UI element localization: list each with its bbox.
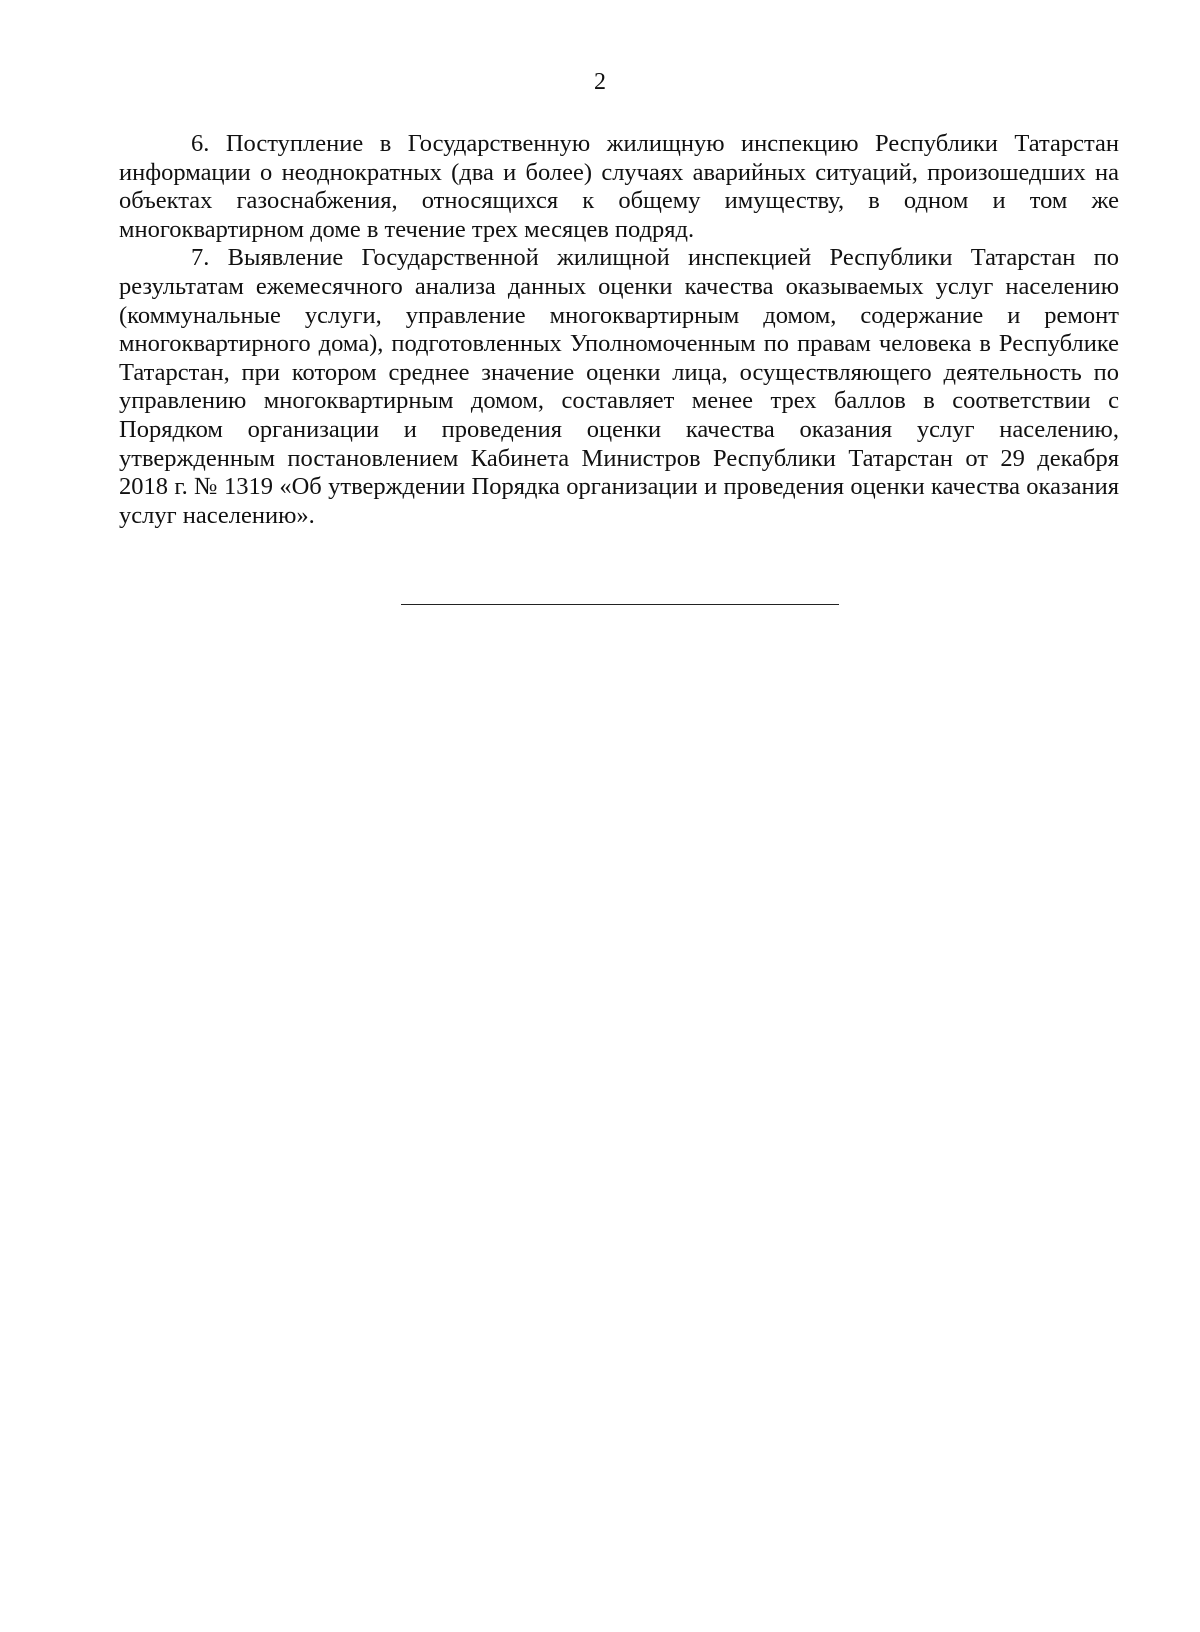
document-body	[119, 130, 1119, 530]
paragraph-7: 7. Выявление Государственной жилищной инспекцией Республики Татарстан по результатам ежемесячного анализа данных оценки качества оказываемых услуг населению (коммунальные услуги, управление многоквартирным домом, содержание и ремонт многоквартирного дома), подготовленных Уполномоченным по правам человека в Республике Татарстан, при котором среднее значение оценки лица, осуществляющего деятельность по управлению многоквартирным домом, составляет менее трех баллов в соответствии с Порядком организации и проведения оценки качества оказания услуг населению, утвержденным постановлением Кабинета Министров Республики Татарстан от 29 декабря 2018 г. № 1319 «Об утверждении Порядка организации и проведения оценки качества оказания услуг населению».	[119, 244, 1119, 529]
paragraph-6: 6. Поступление в Государственную жилищную инспекцию Республики Татарстан информации о неоднократных (два и более) случаях аварийных ситуаций, произошедших на объектах газоснабжения, относящихся к общему имуществу, в одном и том же многоквартирном доме в течение трех месяцев подряд.	[119, 130, 1119, 243]
page-number: 2	[594, 69, 606, 95]
closing-divider	[401, 604, 839, 605]
